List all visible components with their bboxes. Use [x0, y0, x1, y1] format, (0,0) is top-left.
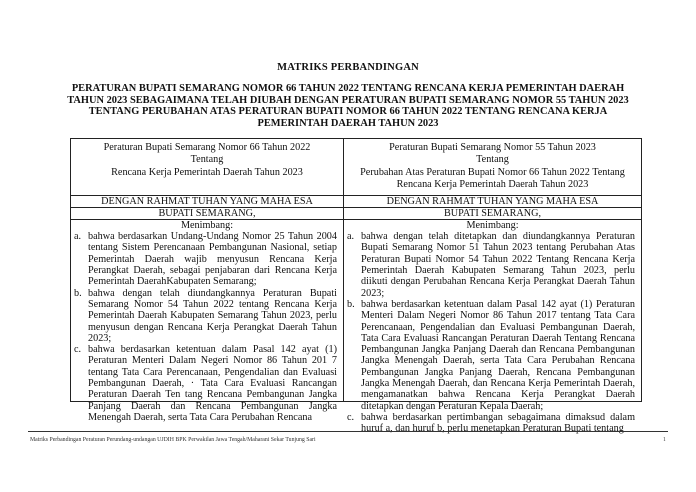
right-regulation-title: Peraturan Bupati Semarang Nomor 55 Tahun 2023 [389, 142, 596, 153]
left-regulation-subject: Rencana Kerja Pemerintah Daerah Tahun 2023 [111, 166, 303, 178]
right-menimbang-label: Menimbang: [466, 220, 519, 232]
bupati-row [71, 208, 642, 220]
left-bupati: BUPATI SEMARANG, [71, 208, 344, 220]
right-regulation-subject: Perubahan Atas Peraturan Bupati Nomor 66 Tahun 2022 Tentang Rencana Kerja Pemerintah Daerah Tahun 2023 [360, 166, 625, 190]
rahmat-row [71, 196, 642, 208]
list-marker: b. [347, 298, 355, 310]
list-marker: a. [347, 231, 355, 243]
list-item-text: bahwa berdasarkan Undang-Undang Nomor 25 Tahun 2004 tentang Sistem Perencanaan Pembangunan Nasional, setiap Pemerintah Daerah wajib menyusun Rencana Kerja Perangkat Daerah, sebagai penjabaran dari Rencana Kerja Pemerintah DaerahKabupaten Semarang; [88, 231, 337, 288]
right-rahmat: DENGAN RAHMAT TUHAN YANG MAHA ESA [344, 196, 642, 208]
right-item-b [344, 299, 641, 412]
menimbang-row [71, 220, 642, 402]
left-rahmat: DENGAN RAHMAT TUHAN YANG MAHA ESA [71, 196, 344, 208]
left-regulation-title: Peraturan Bupati Semarang Nomor 66 Tahun 2022 [103, 142, 311, 153]
left-menimbang-cell [71, 220, 344, 423]
page-number: 1 [663, 437, 666, 443]
left-item-a [71, 231, 343, 287]
list-marker: c. [347, 411, 355, 423]
right-menimbang-cell [344, 220, 642, 435]
list-marker: a. [74, 231, 82, 243]
right-tentang: Tentang [476, 154, 509, 166]
list-marker: c. [74, 344, 82, 356]
left-header-cell [71, 139, 344, 196]
left-menimbang-label: Menimbang: [180, 220, 234, 232]
comparison-table [70, 138, 642, 435]
list-item-text: bahwa dengan telah diundangkannya Peraturan Bupati Semarang Nomor 54 Tahun 2022 tentang Rencana Kerja Pemerintah Daerah Kabupaten Semarang Tahun 2023, perlu menyusun dengan Rencana Kerja Perangkat Daerah Tahun 2023; [88, 287, 337, 344]
left-item-b [71, 288, 343, 344]
right-header-cell [344, 139, 642, 196]
list-item-text: bahwa dengan telah ditetapkan dan diundangkannya Peraturan Bupati Semarang Nomor 51 Tahun 2023 tentang Perubahan Atas Peraturan Bupati Nomor 54 Tahun 2022 Tentang Rencana Kerja Pemerintah Daerah Kabupaten Semarang Tahun 2023, perlu diikuti dengan Perubahan Rencana Kerja Perangkat Daerah Tahun 2023; [361, 231, 635, 299]
right-item-a [344, 231, 641, 299]
document-title: MATRIKS PERBANDINGAN [277, 62, 419, 73]
header-row [71, 139, 642, 196]
list-item-text: bahwa berdasarkan pertimbangan sebagaimana dimaksud dalam huruf a, dan huruf b, perlu menetapkan Peraturan Bupati tentang [361, 411, 635, 435]
right-bupati: BUPATI SEMARANG, [344, 208, 642, 220]
list-marker: b. [74, 287, 82, 299]
document-subtitle: PERATURAN BUPATI SEMARANG NOMOR 66 TAHUN 2022 TENTANG RENCANA KERJA PEMERINTAH DAERAH TAHUN 2023 SEBAGAIMANA TELAH DIUBAH DENGAN PERATURAN BUPATI SEMARANG NOMOR 55 TAHUN 2023 TENTANG PERUBAHAN ATAS PERATURAN BUPATI NOMOR 66 TAHUN 2022 TENTANG RENCANA KERJA PEMERINTAH DAERAH TAHUN 2023 [67, 83, 629, 129]
left-tentang: Tentang [190, 154, 224, 166]
footer-text: Matriks Perbandingan Peraturan Perundang-undangan UJDIH BPK Perwakilan Jawa Tengah/Maharani Sekar Tunjung Sari [30, 437, 316, 443]
list-item-text: bahwa berdasarkan ketentuan dalam Pasal 142 ayat (1) Peraturan Menteri Dalam Negeri Nomor 86 Tahun 2017 tentang Tata Cara Perencanaan, Pengendalian dan Evaluasi Pembangunan Daerah, Tata Cara Evaluasi Rancangan Peraturan Daerah Tentang Rencana Pembangunan Jangka Panjang Daerah dan Rencana Pembangunan Jangka Menengah Daerah, serta Tata Cara Perubahan Rencana Pembangunan Jangka Panjang Daerah, Rencana Pembangunan Jangka Menengah Daerah, dan Rencana Kerja Pemerintah Daerah, mengamanatkan bahwa Rencana Kerja Perangkat Daerah ditetapkan dengan Peraturan Kepala Daerah; [361, 298, 635, 412]
list-item-text: bahwa berdasarkan ketentuan dalam Pasal 142 ayat (1) Peraturan Menteri Dalam Negeri Nomor 86 Tahun 201 7 tentang Tata Cara Perencanaan, Pengendalian dan Evaluasi Pembangunan Daerah, · Tata Cara Evaluasi Rancangan Peraturan Daerah Ten tang Rencana Pembangunan Jangka Panjang Daerah dan Rencana Pembangunan Jangka Menengah Daerah, serta Tata Cara Perubahan Rencana [88, 344, 337, 423]
left-item-c [71, 344, 343, 423]
footer-divider [28, 431, 668, 432]
